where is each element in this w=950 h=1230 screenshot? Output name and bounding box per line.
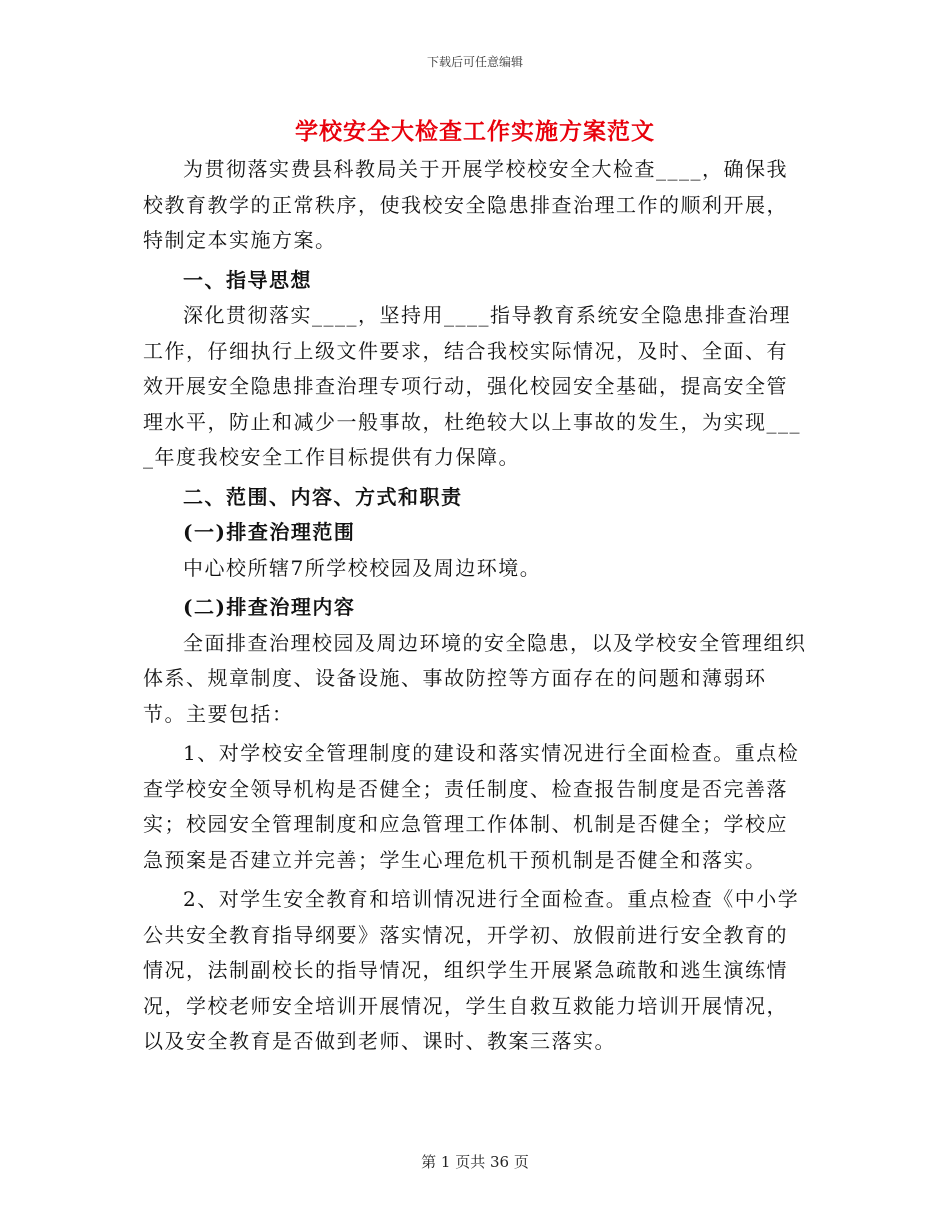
subsection-heading-scope: (一)排查治理范围 (183, 520, 356, 544)
document-title: 学校安全大检查工作实施方案范文 (295, 118, 655, 145)
section-heading-guiding-ideology: 一、指导思想 (183, 267, 312, 292)
page-number: 第 1 页共 36 页 (421, 1153, 529, 1171)
content-paragraph: 全面排查治理校园及周边环境的安全隐患，以及学校安全管理组织体系、规章制度、设备设施、事故防控等方面存在的问题和薄弱环节。主要包括： (143, 630, 807, 726)
scope-paragraph: 中心校所辖7所学校校园及周边环境。 (183, 555, 542, 580)
intro-paragraph: 为贯彻落实费县科教局关于开展学校校安全大检查____，确保我校教育教学的正常秩序，使我校安全隐患排查治理工作的顺利开展，特制定本实施方案。 (143, 157, 788, 252)
item-1-paragraph: 1、对学校安全管理制度的建设和落实情况进行全面检查。重点检查学校安全领导机构是否健全；责任制度、检查报告制度是否完善落实；校园安全管理制度和应急管理工作体制、机制是否健全；学校应急预案是否建立并完善；学生心理危机干预机制是否健全和落实。 (143, 741, 800, 872)
section-heading-scope: 二、范围、内容、方式和职责 (183, 484, 463, 509)
header-note: 下载后可任意编辑 (426, 55, 523, 69)
subsection-heading-content: (二)排查治理内容 (183, 595, 356, 619)
item-2-paragraph: 2、对学生安全教育和培训情况进行全面检查。重点检查《中小学公共安全教育指导纲要》落实情况，开学初、放假前进行安全教育的情况，法制副校长的指导情况，组织学生开展紧急疏散和逃生演练情况，学校老师安全培训开展情况，学生自救互救能力培训开展情况，以及安全教育是否做到老师、课时、教案三落实。 (143, 887, 800, 1053)
document-body (143, 152, 809, 1060)
guiding-ideology-paragraph: 深化贯彻落实____，坚持用____指导教育系统安全隐患排查治理工作，仔细执行上级文件要求，结合我校实际情况，及时、全面、有效开展安全隐患排查治理专项行动，强化校园安全基础，提高安全管理水平，防止和减少一般事故，杜绝较大以上事故的发生，为实现____年度我校安全工作目标提供有力保障。 (143, 303, 801, 469)
